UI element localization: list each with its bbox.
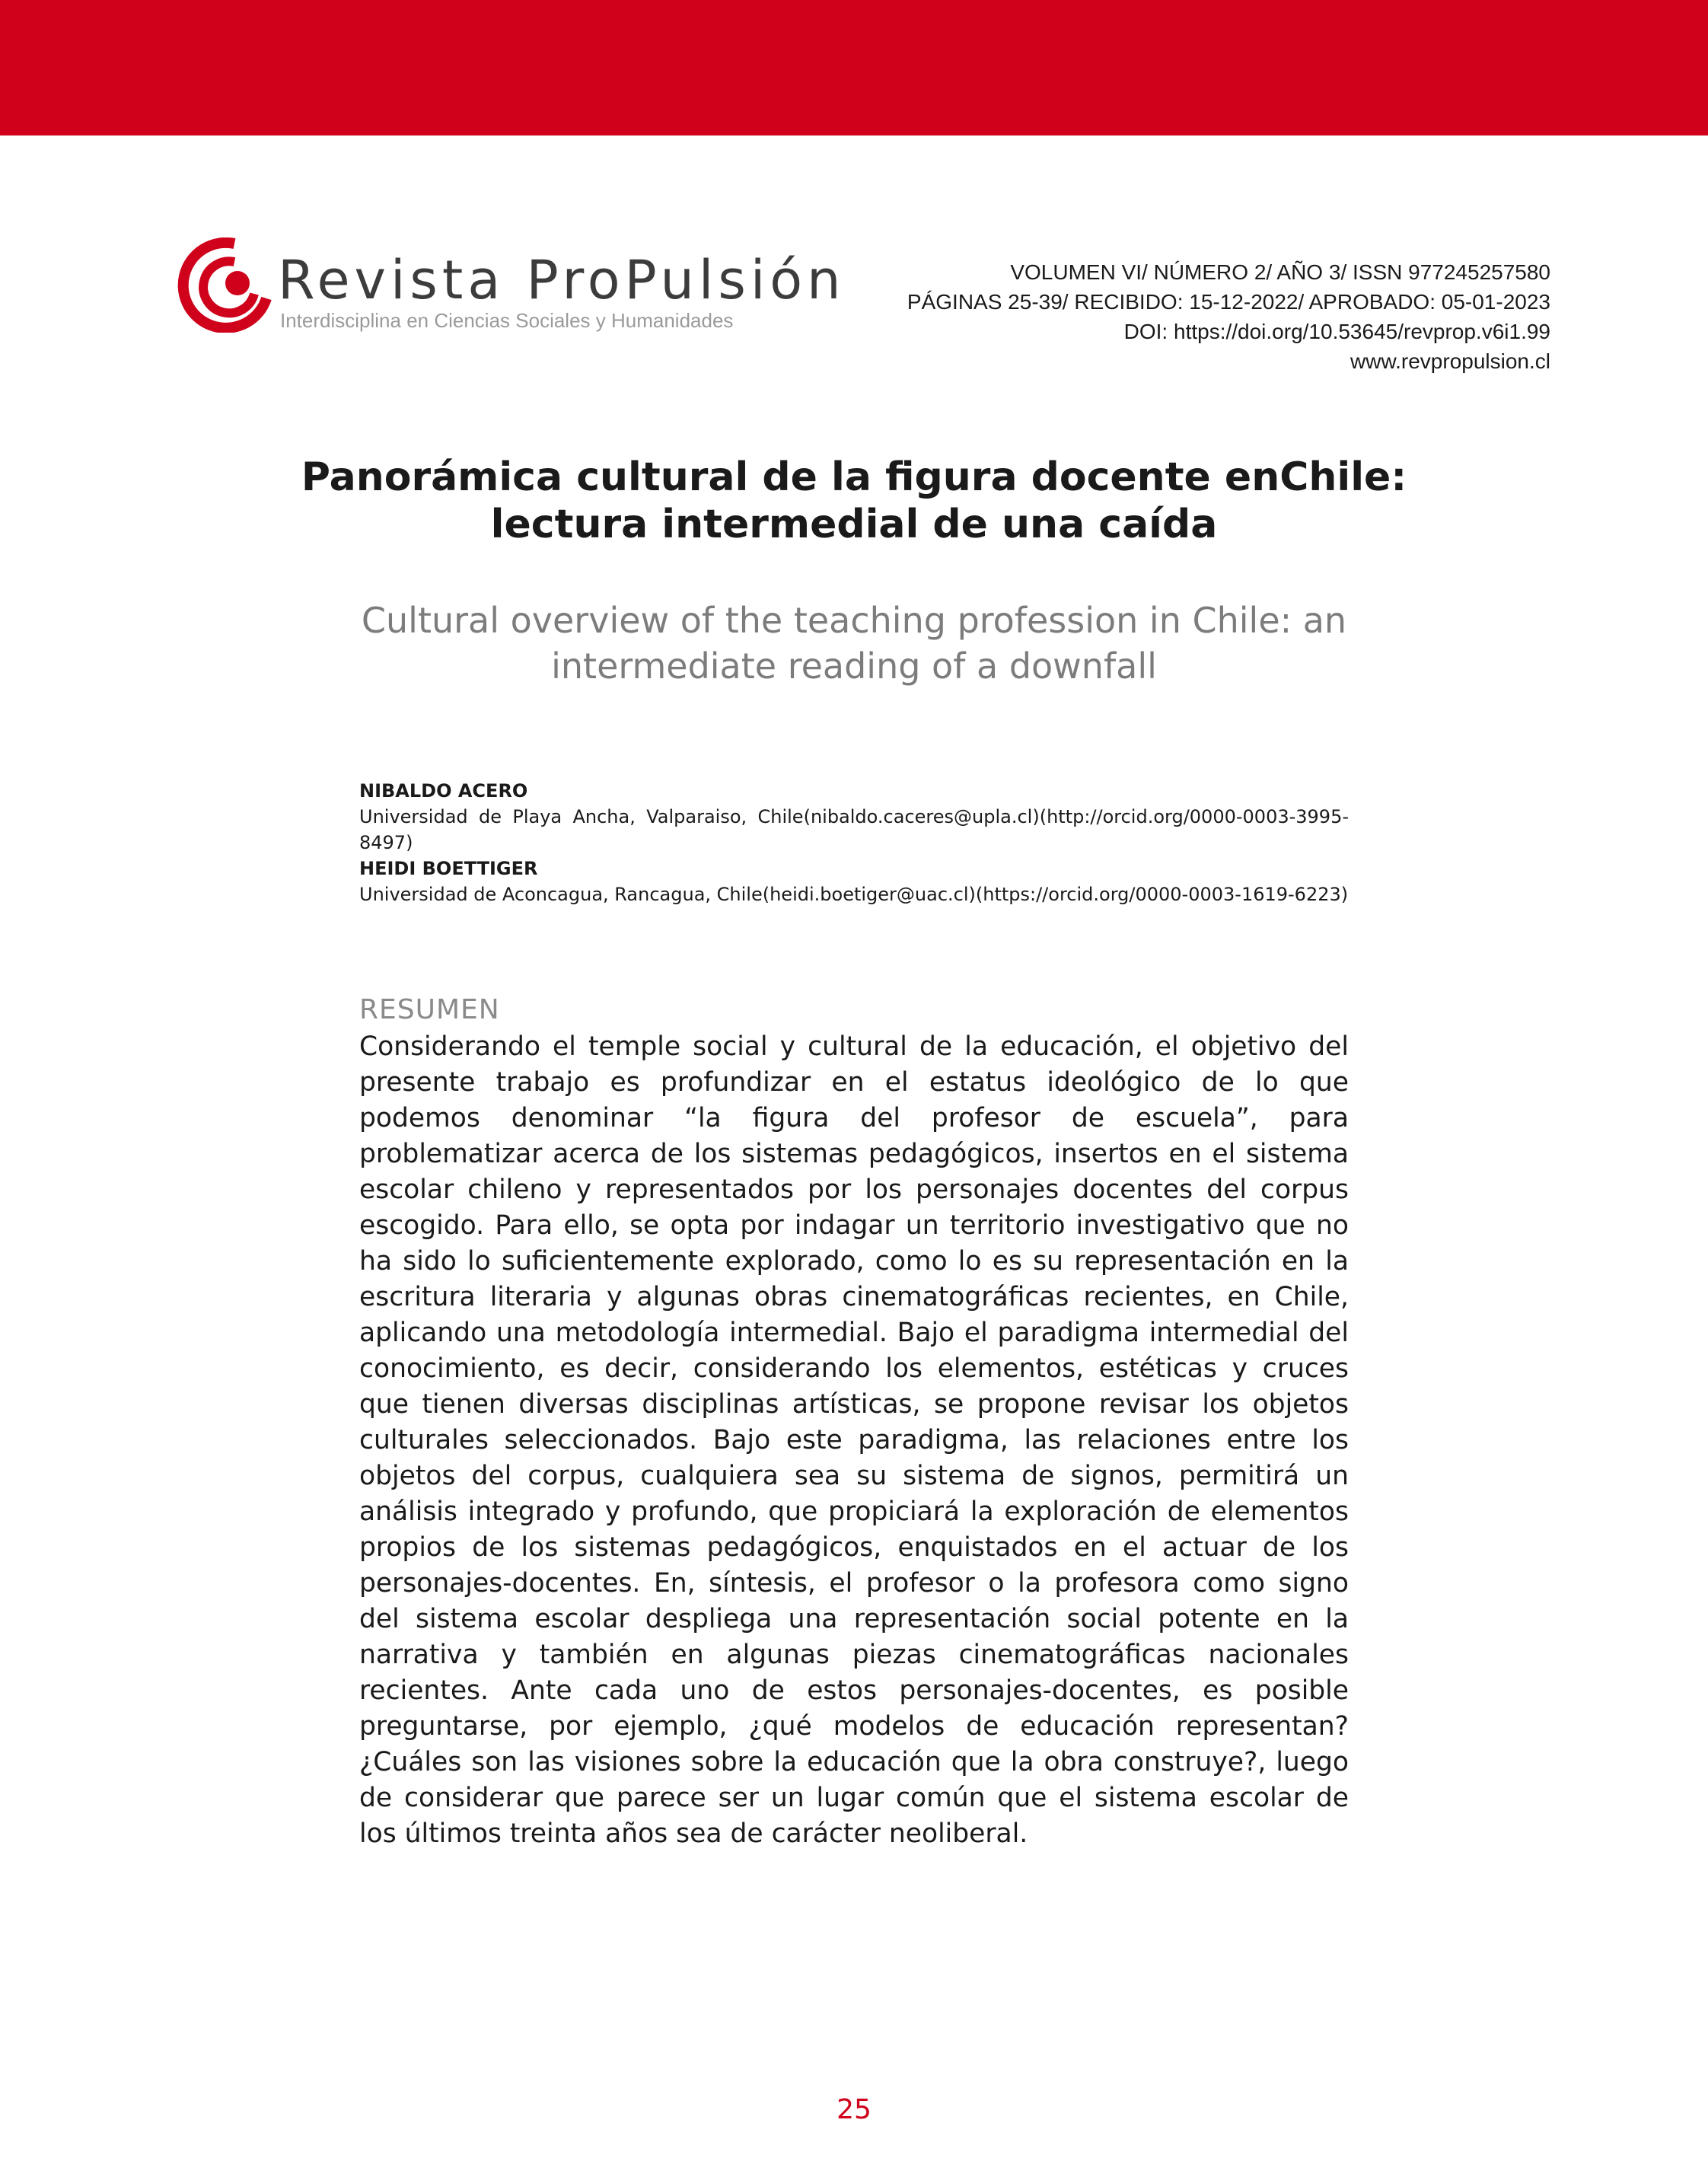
meta-pages-dates: PÁGINAS 25-39/ RECIBIDO: 15-12-2022/ APROBADO: 05-01-2023 bbox=[907, 290, 1550, 314]
header-band bbox=[0, 0, 1708, 135]
publication-meta bbox=[865, 257, 1550, 376]
journal-tagline: Interdisciplina en Ciencias Sociales y Humanidades bbox=[280, 309, 734, 332]
journal-name: Revista ProPulsión bbox=[278, 249, 846, 311]
propulsion-c-logo-icon bbox=[174, 237, 272, 333]
author-affiliation: Universidad de Playa Ancha, Valparaiso, Chile(nibaldo.caceres@upla.cl)(http://orcid.org/0000-0003-3995-8497) bbox=[359, 806, 1349, 853]
page-number: 25 bbox=[836, 2094, 872, 2125]
article-subtitle: Cultural overview of the teaching profession in Chile: an intermediate reading of a downfall bbox=[361, 600, 1347, 687]
author-name: HEIDI BOETTIGER bbox=[359, 858, 538, 879]
abstract-text: Considerando el temple social y cultural de la educación, el objetivo del presente trabajo es profundizar en el estatus ideológico de lo que podemos denominar “la figura del profesor de escuela”, para problematizar acerca de los sistemas pedagógicos, insertos en el sistema escolar chileno y representados por los personajes docentes del corpus escogido. Para ello, se opta por indagar un territorio investigativo que no ha sido lo suficientemente explorado, como lo es su representación en la escritura literaria y algunas obras cinematográficas recientes, en Chile, aplicando una metodología intermedial. Bajo el paradigma intermedial del conocimiento, es decir, considerando los elementos, estéticas y cruces que tienen diversas disciplinas artísticas, se propone revisar los objetos culturales seleccionados. Bajo este paradigma, las relaciones entre los objetos del corpus, cualquiera sea su sistema de signos, permitirá un análisis integrado y profundo, que propiciará la exploración de elementos propios de los sistemas pedagógicos, enquistados en el actuar de los personajes-docentes. En, síntesis, el profesor o la profesora como signo del sistema escolar despliega una representación social potente en la narrativa y también en algunas piezas cinematográficas nacionales recientes. Ante cada uno de estos personajes-docentes, es posible preguntarse, por ejemplo, ¿qué modelos de educación representan? ¿Cuáles son las visiones sobre la educación que la obra construye?, luego de considerar que parece ser un lugar común que el sistema escolar de los últimos treinta años sea de carácter neoliberal. bbox=[359, 1031, 1349, 1849]
meta-doi[interactable]: DOI: https://doi.org/10.53645/revprop.v6i1.99 bbox=[1123, 320, 1550, 343]
abstract-heading: RESUMEN bbox=[359, 994, 500, 1025]
article-title: Panorámica cultural de la figura docente enChile: lectura intermedial de una caída bbox=[301, 454, 1407, 547]
meta-website[interactable]: www.revpropulsion.cl bbox=[1350, 349, 1550, 373]
author-list bbox=[359, 778, 1349, 907]
journal-logo bbox=[174, 237, 846, 333]
meta-volume: VOLUMEN VI/ NÚMERO 2/ AÑO 3/ ISSN 977245257580 bbox=[1010, 260, 1550, 284]
author-affiliation: Universidad de Aconcagua, Rancagua, Chile(heidi.boetiger@uac.cl)(https://orcid.org/0000-0003-1619-6223) bbox=[359, 884, 1349, 905]
author-name: NIBALDO ACERO bbox=[359, 780, 528, 802]
